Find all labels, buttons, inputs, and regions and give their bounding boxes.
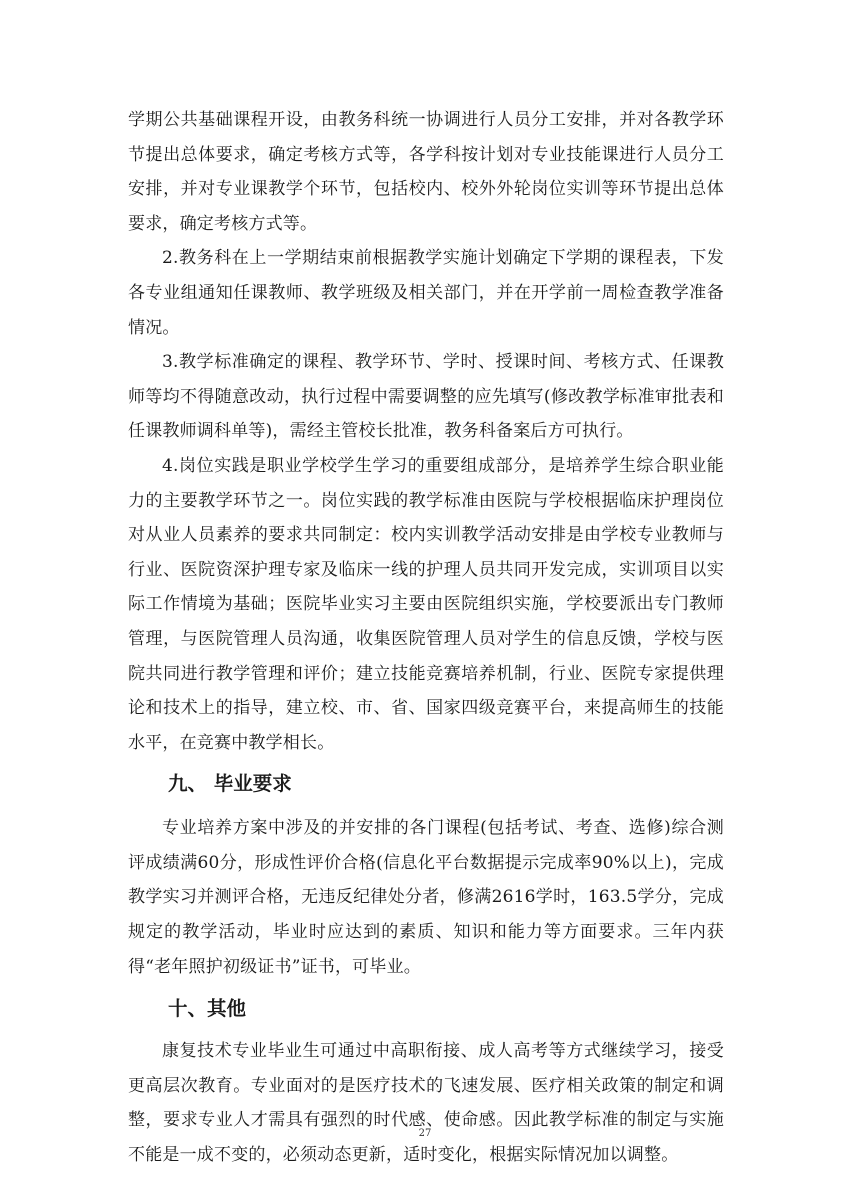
paragraph-other: 康复技术专业毕业生可通过中高职衔接、成人高考等方式继续学习，接受更高层次教育。专业面对的是医疗技术的飞速发展、医疗相关政策的制定和调整，要求专业人才需具有强烈的时代感、使命感。因此教学标准的制定与实施不能是一成不变的，必须动态更新，适时变化，根据实际情况加以调整。: [128, 1041, 724, 1166]
paragraph-item-2: 2.教务科在上一学期结束前根据教学实施计划确定下学期的课程表，下发各专业组通知任课教师、教学班级及相关部门，并在开学前一周检查教学准备情况。: [128, 248, 724, 338]
page-number: 27: [418, 1128, 432, 1139]
paragraph-item-4: 4.岗位实践是职业学校学生学习的重要组成部分，是培养学生综合职业能力的主要教学环节之一。岗位实践的教学标准由医院与学校根据临床护理岗位对从业人员素养的要求共同制定：校内实训教学活动安排是由学校专业教师与行业、医院资深护理专家及临床一线的护理人员共同开发完成，实训项目以实际工作情境为基础；医院毕业实习主要由医院组织实施，学校要派出专门教师管理，与医院管理人员沟通，收集医院管理人员对学生的信息反馈，学校与医院共同进行教学管理和评价；建立技能竞赛培养机制，行业、医院专家提供理论和技术上的指导，建立校、市、省、国家四级竞赛平台，来提高师生的技能水平，在竞赛中教学相长。: [128, 455, 724, 753]
document-body: [128, 103, 724, 1173]
paragraph-graduation-requirements: 专业培养方案中涉及的并安排的各门课程(包括考试、考查、选修)综合测评成绩满60分，形成性评价合格(信息化平台数据提示完成率90%以上)，完成教学实习并测评合格，无违反纪律处分者，修满2616学时，163.5学分，完成规定的教学活动，毕业时应达到的素质、知识和能力等方面要求。三年内获得“老年照护初级证书”证书，可毕业。: [128, 818, 724, 977]
section-heading-graduation-requirements: 九、 毕业要求: [168, 772, 292, 796]
section-heading-other: 十、其他: [168, 997, 247, 1021]
paragraph-item-3: 3.教学标准确定的课程、教学环节、学时、授课时间、考核方式、任课教师等均不得随意改动，执行过程中需要调整的应先填写(修改教学标准审批表和任课教师调科单等)，需经主管校长批准，教务科备案后方可执行。: [128, 352, 724, 442]
paragraph-continued: 学期公共基础课程开设，由教务科统一协调进行人员分工安排，并对各教学环节提出总体要求，确定考核方式等，各学科按计划对专业技能课进行人员分工安排，并对专业课教学个环节，包括校内、校外外轮岗位实训等环节提出总体要求，确定考核方式等。: [128, 110, 724, 234]
